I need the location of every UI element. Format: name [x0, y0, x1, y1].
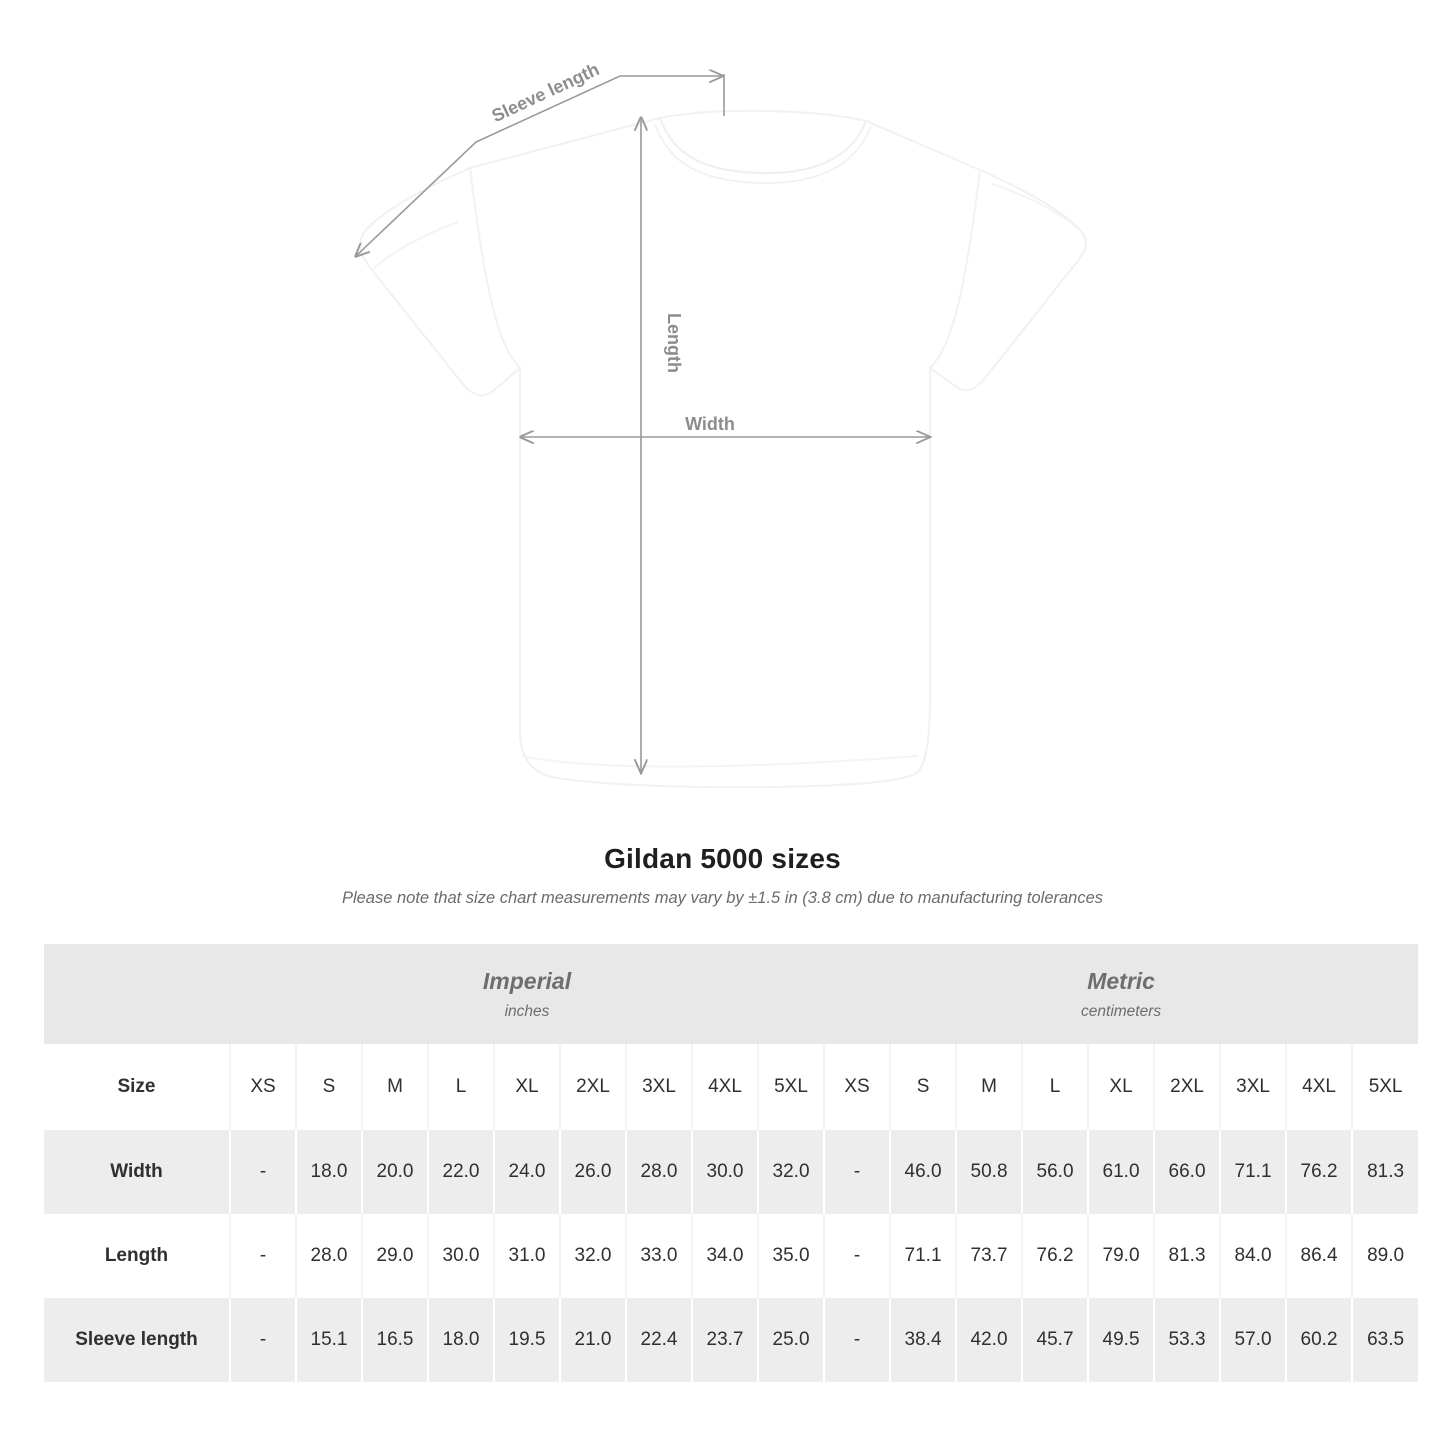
- cell-sleeve-metric-2xl: 53.3: [1154, 1298, 1220, 1382]
- unit-sub-metric: centimeters: [1081, 1002, 1162, 1020]
- tolerance-note: Please note that size chart measurements may vary by ±1.5 in (3.8 cm) due to manufacturing tolerances: [341, 889, 1104, 907]
- cell-width-metric-m: 50.8: [956, 1130, 1022, 1214]
- cell-width-imperial-5xl: 32.0: [758, 1130, 824, 1214]
- size-header-imperial-3xl: 3XL: [626, 1044, 692, 1130]
- size-header-imperial-m: M: [362, 1044, 428, 1130]
- unit-name-metric: Metric: [1087, 967, 1155, 994]
- size-table-container: [44, 944, 1405, 1382]
- cell-sleeve-metric-m: 42.0: [956, 1298, 1022, 1382]
- cell-width-metric-2xl: 66.0: [1154, 1130, 1220, 1214]
- table-row: [44, 1130, 1418, 1214]
- table-row: [44, 1298, 1418, 1382]
- size-header-metric-s: S: [890, 1044, 956, 1130]
- cell-length-imperial-l: 30.0: [428, 1214, 494, 1298]
- cell-sleeve-imperial-2xl: 21.0: [560, 1298, 626, 1382]
- title-block: [0, 843, 1445, 908]
- cell-width-metric-xl: 61.0: [1088, 1130, 1154, 1214]
- cell-width-imperial-xs: -: [230, 1130, 296, 1214]
- cell-length-imperial-s: 28.0: [296, 1214, 362, 1298]
- cell-width-imperial-xl: 24.0: [494, 1130, 560, 1214]
- size-header-metric-xs: XS: [824, 1044, 890, 1130]
- cell-length-metric-xl: 79.0: [1088, 1214, 1154, 1298]
- cell-sleeve-imperial-xs: -: [230, 1298, 296, 1382]
- row-label-width: Width: [44, 1130, 230, 1214]
- cell-length-imperial-4xl: 34.0: [692, 1214, 758, 1298]
- size-header-imperial-xs: XS: [230, 1044, 296, 1130]
- size-table: [44, 944, 1418, 1382]
- size-header-metric-4xl: 4XL: [1286, 1044, 1352, 1130]
- size-header-imperial-4xl: 4XL: [692, 1044, 758, 1130]
- cell-width-imperial-s: 18.0: [296, 1130, 362, 1214]
- cell-length-metric-s: 71.1: [890, 1214, 956, 1298]
- size-header-imperial-s: S: [296, 1044, 362, 1130]
- cell-sleeve-imperial-s: 15.1: [296, 1298, 362, 1382]
- cell-length-imperial-xl: 31.0: [494, 1214, 560, 1298]
- page-title: Gildan 5000 sizes: [604, 843, 841, 874]
- cell-length-imperial-xs: -: [230, 1214, 296, 1298]
- cell-width-metric-l: 56.0: [1022, 1130, 1088, 1214]
- unit-header-row: [44, 944, 1418, 1044]
- cell-length-imperial-3xl: 33.0: [626, 1214, 692, 1298]
- cell-length-metric-3xl: 84.0: [1220, 1214, 1286, 1298]
- unit-sub-imperial: inches: [504, 1002, 550, 1020]
- cell-length-metric-2xl: 81.3: [1154, 1214, 1220, 1298]
- cell-width-metric-s: 46.0: [890, 1130, 956, 1214]
- cell-width-metric-3xl: 71.1: [1220, 1130, 1286, 1214]
- size-header-imperial-xl: XL: [494, 1044, 560, 1130]
- cell-length-metric-xs: -: [824, 1214, 890, 1298]
- row-label-sleeve-length: Sleeve length: [44, 1298, 230, 1382]
- size-header-metric-xl: XL: [1088, 1044, 1154, 1130]
- cell-width-imperial-4xl: 30.0: [692, 1130, 758, 1214]
- cell-width-imperial-m: 20.0: [362, 1130, 428, 1214]
- cell-sleeve-metric-l: 45.7: [1022, 1298, 1088, 1382]
- unit-header-metric: [824, 944, 1418, 1044]
- unit-header-corner: [44, 944, 230, 1044]
- size-header-metric-l: L: [1022, 1044, 1088, 1130]
- cell-sleeve-metric-xl: 49.5: [1088, 1298, 1154, 1382]
- cell-sleeve-imperial-3xl: 22.4: [626, 1298, 692, 1382]
- cell-width-imperial-l: 22.0: [428, 1130, 494, 1214]
- table-row: [44, 1214, 1418, 1298]
- size-header-metric-2xl: 2XL: [1154, 1044, 1220, 1130]
- size-header-metric-3xl: 3XL: [1220, 1044, 1286, 1130]
- cell-sleeve-imperial-4xl: 23.7: [692, 1298, 758, 1382]
- row-label-length: Length: [44, 1214, 230, 1298]
- cell-length-metric-l: 76.2: [1022, 1214, 1088, 1298]
- cell-sleeve-metric-3xl: 57.0: [1220, 1298, 1286, 1382]
- cell-length-metric-4xl: 86.4: [1286, 1214, 1352, 1298]
- cell-length-metric-5xl: 89.0: [1352, 1214, 1418, 1298]
- cell-length-metric-m: 73.7: [956, 1214, 1022, 1298]
- cell-sleeve-metric-4xl: 60.2: [1286, 1298, 1352, 1382]
- tshirt-shape: [360, 111, 1086, 787]
- cell-width-metric-5xl: 81.3: [1352, 1130, 1418, 1214]
- sleeve-length-label: Sleeve length: [488, 58, 603, 127]
- size-header-imperial-2xl: 2XL: [560, 1044, 626, 1130]
- cell-sleeve-metric-s: 38.4: [890, 1298, 956, 1382]
- width-label: Width: [685, 414, 735, 434]
- cell-width-imperial-3xl: 28.0: [626, 1130, 692, 1214]
- length-label: Length: [664, 313, 684, 373]
- cell-sleeve-imperial-5xl: 25.0: [758, 1298, 824, 1382]
- cell-sleeve-metric-5xl: 63.5: [1352, 1298, 1418, 1382]
- cell-width-imperial-2xl: 26.0: [560, 1130, 626, 1214]
- size-header-imperial-5xl: 5XL: [758, 1044, 824, 1130]
- column-header-size: Size: [44, 1044, 230, 1130]
- cell-length-imperial-5xl: 35.0: [758, 1214, 824, 1298]
- size-header-imperial-l: L: [428, 1044, 494, 1130]
- cell-width-metric-4xl: 76.2: [1286, 1130, 1352, 1214]
- cell-sleeve-imperial-m: 16.5: [362, 1298, 428, 1382]
- unit-header-imperial: [230, 944, 824, 1044]
- cell-length-imperial-m: 29.0: [362, 1214, 428, 1298]
- cell-sleeve-metric-xs: -: [824, 1298, 890, 1382]
- cell-sleeve-imperial-l: 18.0: [428, 1298, 494, 1382]
- size-header-metric-m: M: [956, 1044, 1022, 1130]
- size-header-metric-5xl: 5XL: [1352, 1044, 1418, 1130]
- size-header-row: [44, 1044, 1418, 1130]
- unit-name-imperial: Imperial: [482, 967, 572, 994]
- cell-sleeve-imperial-xl: 19.5: [494, 1298, 560, 1382]
- cell-width-metric-xs: -: [824, 1130, 890, 1214]
- cell-length-imperial-2xl: 32.0: [560, 1214, 626, 1298]
